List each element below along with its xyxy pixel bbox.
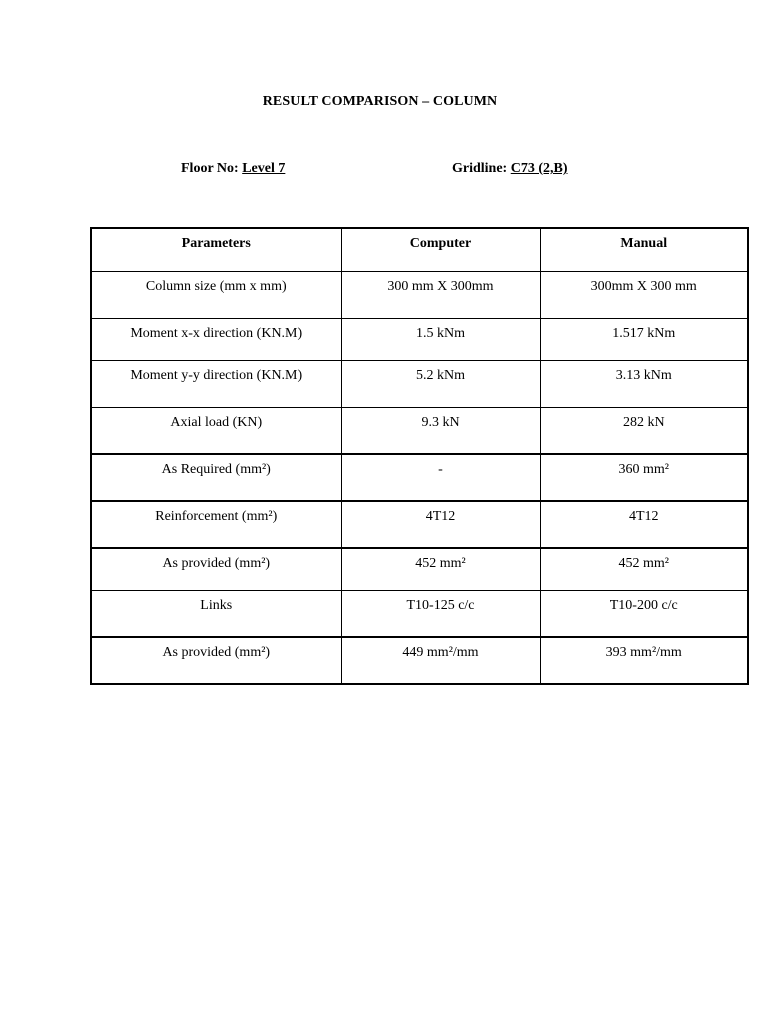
result-comparison-table — [90, 227, 749, 685]
page-title: RESULT COMPARISON – COLUMN — [262, 94, 498, 109]
table-row — [91, 271, 748, 318]
computer-cell: 4T12 — [341, 501, 540, 548]
gridline-label: Gridline: — [452, 161, 508, 176]
parameter-cell: As provided (mm²) — [91, 637, 341, 684]
table-header-row — [91, 228, 748, 271]
manual-cell: T10-200 c/c — [540, 590, 748, 637]
header-manual: Manual — [540, 228, 748, 271]
manual-cell: 393 mm²/mm — [540, 637, 748, 684]
parameter-cell: Moment x-x direction (KN.M) — [91, 318, 341, 360]
table-row — [91, 501, 748, 548]
manual-cell: 360 mm² — [540, 454, 748, 501]
table-row — [91, 637, 748, 684]
gridline-value: C73 (2,B) — [510, 161, 568, 176]
header-parameters: Parameters — [91, 228, 341, 271]
gridline-info — [452, 161, 568, 177]
table-row — [91, 590, 748, 637]
computer-cell: 1.5 kNm — [341, 318, 540, 360]
computer-cell: T10-125 c/c — [341, 590, 540, 637]
floor-value: Level 7 — [242, 161, 286, 176]
manual-cell: 3.13 kNm — [540, 360, 748, 407]
computer-cell: 449 mm²/mm — [341, 637, 540, 684]
header-computer: Computer — [341, 228, 540, 271]
manual-cell: 1.517 kNm — [540, 318, 748, 360]
parameter-cell: Moment y-y direction (KN.M) — [91, 360, 341, 407]
parameter-cell: Links — [91, 590, 341, 637]
table-row — [91, 548, 748, 590]
computer-cell: 5.2 kNm — [341, 360, 540, 407]
parameter-cell: Reinforcement (mm²) — [91, 501, 341, 548]
manual-cell: 452 mm² — [540, 548, 748, 590]
floor-label: Floor No: — [181, 161, 239, 176]
parameter-cell: As Required (mm²) — [91, 454, 341, 501]
manual-cell: 282 kN — [540, 407, 748, 454]
table-row — [91, 407, 748, 454]
table-row — [91, 454, 748, 501]
parameter-cell: Axial load (KN) — [91, 407, 341, 454]
computer-cell: 9.3 kN — [341, 407, 540, 454]
table-row — [91, 318, 748, 360]
manual-cell: 300mm X 300 mm — [540, 271, 748, 318]
computer-cell: 300 mm X 300mm — [341, 271, 540, 318]
manual-cell: 4T12 — [540, 501, 748, 548]
computer-cell: 452 mm² — [341, 548, 540, 590]
table-row — [91, 360, 748, 407]
parameter-cell: Column size (mm x mm) — [91, 271, 341, 318]
floor-info — [181, 161, 285, 177]
computer-cell: - — [341, 454, 540, 501]
parameter-cell: As provided (mm²) — [91, 548, 341, 590]
